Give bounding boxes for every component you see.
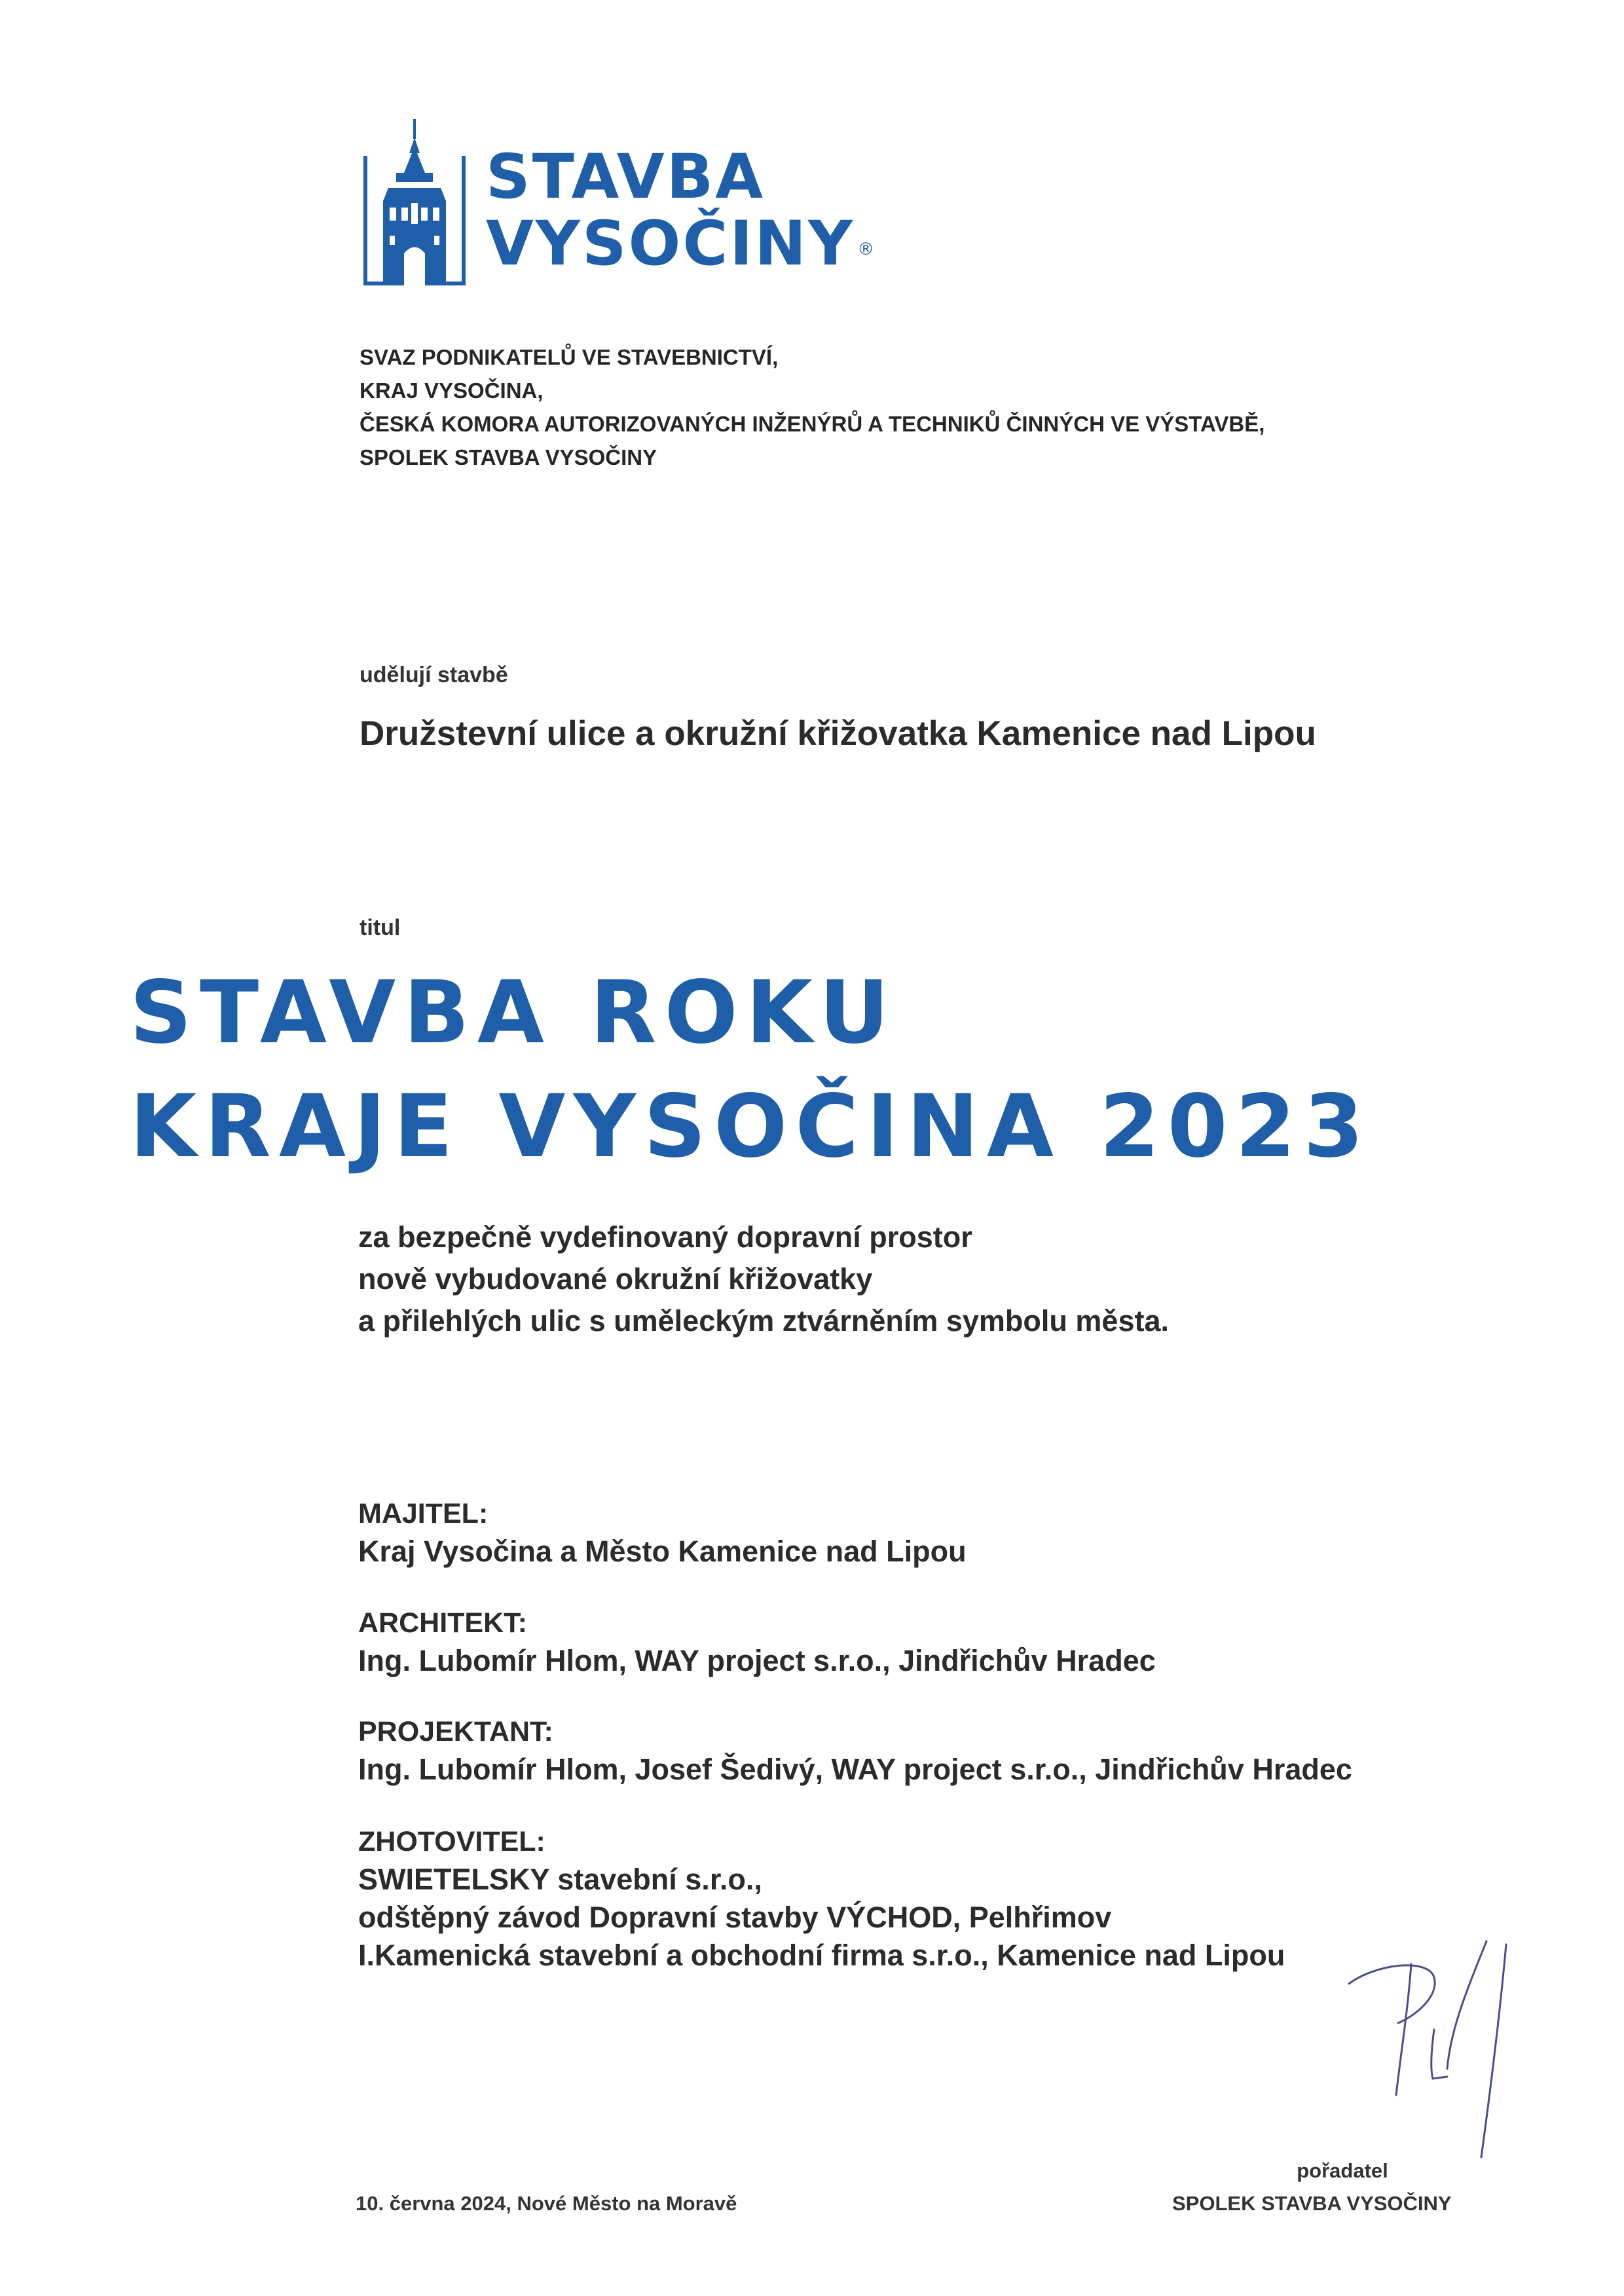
role-label: ARCHITEKT: (358, 1607, 527, 1639)
organization-item: SVAZ PODNIKATELŮ VE STAVEBNICTVÍ, (360, 345, 779, 369)
building-name: Družstevní ulice a okružní křižovatka Kamenice nad Lipou (360, 714, 1316, 753)
role-value: I.Kamenická stavební a obchodní firma s.r.o., Kamenice nad Lipou (358, 1939, 1285, 1972)
role-label: PROJEKTANT: (358, 1716, 553, 1747)
reason-line: nově vybudované okružní křižovatky (358, 1262, 873, 1296)
signature (1336, 1938, 1532, 2160)
organizer-label: pořadatel (1297, 2159, 1388, 2182)
role-architect (358, 1604, 1156, 1680)
title-label: titul (360, 915, 401, 940)
award-title-line-2: KRAJE VYSOČINA 2023 (130, 1076, 1372, 1177)
organizer-name: SPOLEK STAVBA VYSOČINY (1172, 2192, 1452, 2215)
role-value: odštěpný závod Dopravní stavby VÝCHOD, Pelhřimov (358, 1901, 1112, 1934)
organization-list (360, 340, 1264, 474)
role-label: ZHOTOVITEL: (358, 1826, 545, 1857)
role-owner (358, 1495, 967, 1571)
tower-icon (363, 119, 466, 286)
organization-item: SPOLEK STAVBA VYSOČINY (360, 445, 657, 469)
organization-item: KRAJ VYSOČINA, (360, 378, 544, 403)
role-value: Kraj Vysočina a Město Kamenice nad Lipou (358, 1535, 967, 1568)
award-reason (358, 1216, 1169, 1342)
logo-line-1: STAVBA (486, 141, 766, 213)
role-label: MAJITEL: (358, 1498, 489, 1529)
role-value: Ing. Lubomír Hlom, Josef Šedivý, WAY project s.r.o., Jindřichův Hradec (358, 1753, 1352, 1786)
role-contractor (358, 1823, 1285, 1975)
reason-line: za bezpečně vydefinovaný dopravní prostor (358, 1220, 972, 1254)
organization-item: ČESKÁ KOMORA AUTORIZOVANÝCH INŽENÝRŮ A TECHNIKŮ ČINNÝCH VE VÝSTAVBĚ, (360, 412, 1265, 436)
role-value: Ing. Lubomír Hlom, WAY project s.r.o., Jindřichův Hradec (358, 1644, 1156, 1677)
award-title (130, 956, 1371, 1184)
logo-line-2: VYSOČINY (486, 208, 855, 280)
place-date: 10. června 2024, Nové Město na Moravě (356, 2192, 737, 2215)
award-title-line-1: STAVBA ROKU (130, 962, 897, 1063)
reason-line: a přilehlých ulic s uměleckým ztvárněním symbolu města. (358, 1304, 1169, 1338)
role-designer (358, 1713, 1352, 1789)
registered-mark: ® (857, 240, 877, 259)
logo-wordmark (486, 141, 877, 280)
intro-text: udělují stavbě (360, 663, 508, 687)
role-value: SWIETELSKY stavební s.r.o., (358, 1863, 762, 1896)
